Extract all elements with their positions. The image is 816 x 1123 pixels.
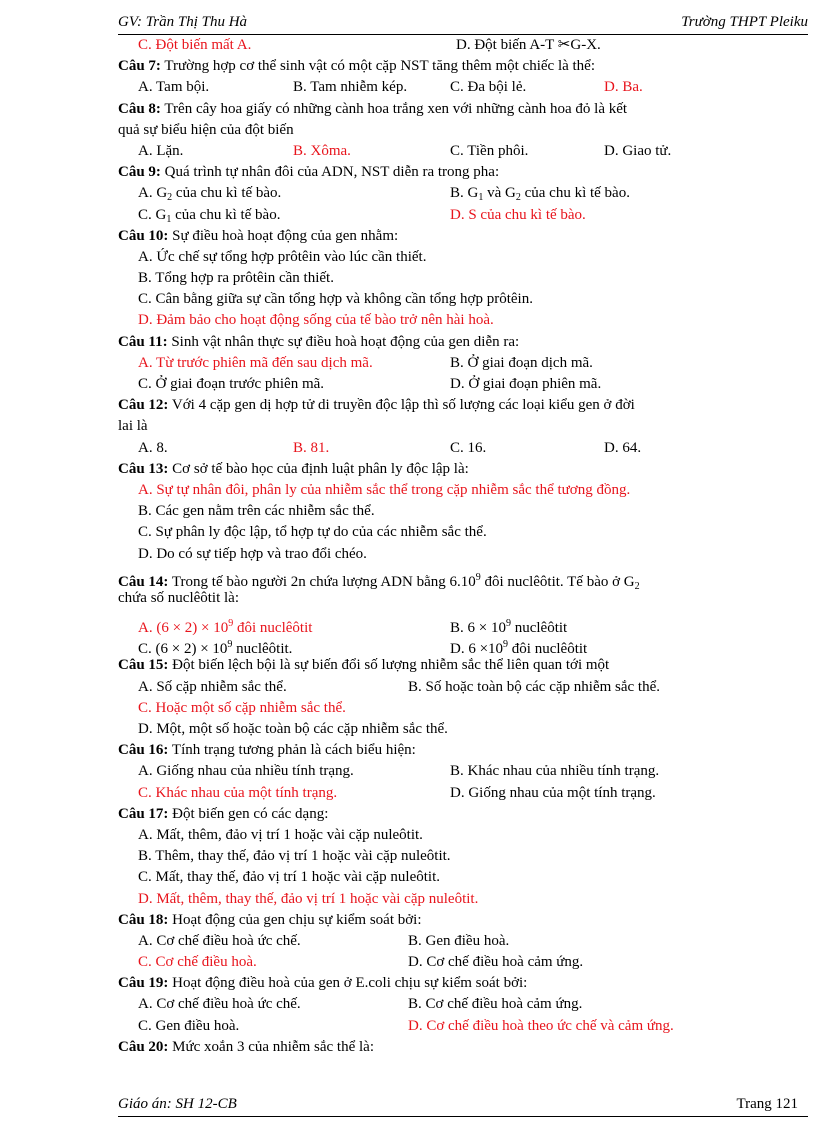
question-label: Câu 14: (118, 573, 169, 590)
question-14: Câu 14: Trong tế bào người 2n chứa lượng ADN bằng 6.10$^9$ đôi nuclêôtit. Tế bào ở $G_2$ (118, 571, 640, 592)
q11-option-c: C. Ở giai đoạn trước phiên mã. (138, 376, 325, 392)
q11-option-a: A. Từ trước phiên mã đến sau dịch mã. (138, 354, 373, 371)
q19-options-cd (118, 1016, 748, 1037)
q15-option-d: D. Một, một số hoặc toàn bộ các cặp nhiễm sắc thể. (138, 721, 448, 737)
q18-option-c: C. Cơ chế điều hoà. (138, 954, 257, 971)
question-12 (118, 395, 748, 416)
question-17 (118, 804, 748, 825)
top-options-row (118, 35, 748, 56)
header-school: Trường THPT Pleiku (681, 14, 808, 30)
q12-option-a: A. 8. (138, 439, 168, 456)
question-text: Đột biến lệch bội là sự biến đổi số lượng nhiễm sắc thể liên quan tới một (172, 657, 610, 674)
q7-options (118, 77, 748, 98)
q18-option-d: D. Cơ chế điều hoà cảm ứng. (408, 954, 584, 971)
q17-option-c: C. Mất, thay thế, đảo vị trí 1 hoặc vài cặp nuleôtit. (138, 869, 441, 886)
question-text: Đột biến gen có các dạng: (172, 805, 329, 822)
q9-option-c: C. $G_1$ của chu kì tế bào. (138, 206, 281, 225)
q8-option-c: C. Tiền phôi. (450, 142, 529, 159)
question-text: Tính trạng tương phản là cách biểu hiện: (171, 742, 416, 759)
q13-option-a: A. Sự tự nhân đôi, phân ly của nhiễm sắc thể trong cặp nhiễm sắc thể tương đồng. (138, 481, 631, 498)
q8-option-d: D. Giao tử. (604, 142, 672, 159)
question-11 (118, 332, 748, 353)
question-14-cont: chứa số nuclêôtit là: (118, 589, 240, 606)
q10-option-d: D. Đảm bảo cho hoạt động sống của tế bào trở nên hài hoà. (138, 312, 494, 329)
q12-options (118, 438, 748, 459)
q19-options-ab (118, 994, 748, 1015)
q15-option-b: B. Số hoặc toàn bộ các cặp nhiễm sắc thể. (408, 678, 660, 695)
question-label: Câu 11: (118, 333, 168, 350)
q17-option-a: A. Mất, thêm, đảo vị trí 1 hoặc vài cặp nuleôtit. (138, 826, 423, 843)
question-label: Câu 8: (118, 100, 161, 117)
question-9 (118, 162, 748, 183)
question-label: Câu 19: (118, 975, 169, 992)
question-text: Sinh vật nhân thực sự điều hoà hoạt động của gen diễn ra: (171, 333, 520, 350)
q7-option-b: B. Tam nhiễm kép. (293, 79, 408, 96)
q7-option-c: C. Đa bội lẻ. (450, 79, 527, 96)
q15-option-c: C. Hoặc một số cặp nhiễm sắc thể. (138, 699, 346, 716)
question-label: Câu 12: (118, 397, 169, 414)
question-text: Trường hợp cơ thể sinh vật có một cặp NST tăng thêm một chiếc là thể: (164, 58, 596, 75)
q17-option-d: D. Mất, thêm, thay thế, đảo vị trí 1 hoặc vài cặp nuleôtit. (138, 890, 479, 907)
q19-option-a: A. Cơ chế điều hoà ức chế. (138, 996, 301, 1013)
question-label: Câu 9: (118, 164, 161, 181)
page-footer (118, 1092, 808, 1117)
q9-option-a: A. $G_2$ của chu kì tế bào. (138, 185, 282, 204)
q12-option-d: D. 64. (604, 439, 642, 456)
question-7 (118, 56, 748, 77)
q7-option-a: A. Tam bội. (138, 79, 210, 96)
question-text: Quá trình tự nhân đôi của ADN, NST diễn ra trong pha: (164, 164, 500, 181)
q10-option-c: C. Cân bằng giữa sự cần tổng hợp và không cần tổng hợp prôtêin. (138, 291, 533, 308)
question-text: Trên cây hoa giấy có những cành hoa trắng xen với những cành hoa đỏ là kết (164, 100, 628, 117)
q15-option-a: A. Số cặp nhiễm sắc thể. (138, 678, 287, 695)
q14-option-a: A. $(6 \times 2) \times 10^9$ đôi nuclêôtit (138, 618, 313, 637)
question-16 (118, 740, 748, 761)
q11-options-ab (118, 353, 748, 374)
question-18 (118, 910, 748, 931)
q8-option-a: A. Lặn. (138, 142, 184, 159)
q18-options-cd (118, 952, 748, 973)
footer-page-number: Trang 121 (736, 1096, 798, 1112)
question-15 (118, 655, 748, 676)
q9-option-b: B. $G_1$ và $G_2$ của chu kì tế bào. (450, 185, 630, 204)
question-10 (118, 226, 748, 247)
q18-option-b: B. Gen điều hoà. (408, 932, 510, 949)
q8-option-b: B. Xôma. (293, 142, 351, 159)
q9-options-ab (118, 183, 748, 204)
q7-option-d: D. Ba. (604, 79, 643, 96)
question-text: Hoạt động của gen chịu sự kiểm soát bởi: (172, 911, 422, 928)
q16-option-b: B. Khác nhau của nhiều tính trạng. (450, 763, 660, 780)
q11-option-b: B. Ở giai đoạn dịch mã. (450, 354, 593, 371)
question-text: Hoạt động điều hoà của gen ở E.coli chịu sự kiểm soát bởi: (172, 975, 528, 992)
q9-options-cd (118, 205, 748, 226)
question-19 (118, 973, 748, 994)
footer-lesson: Giáo án: SH 12-CB (118, 1096, 237, 1112)
q16-option-a: A. Giống nhau của nhiều tính trạng. (138, 763, 354, 780)
question-text: Với 4 cặp gen dị hợp tử di truyền độc lập thì số lượng các loại kiểu gen ở đời (171, 397, 635, 414)
q12-option-b: B. 81. (293, 439, 330, 456)
question-label: Câu 16: (118, 742, 169, 759)
q10-option-b: B. Tổng hợp ra prôtêin cần thiết. (138, 270, 334, 287)
q17-option-b: B. Thêm, thay thế, đảo vị trí 1 hoặc vài cặp nuleôtit. (138, 848, 451, 865)
question-text: Cơ sở tế bào học của định luật phân ly độc lập là: (172, 460, 469, 477)
question-label: Câu 17: (118, 805, 169, 822)
question-8 (118, 99, 748, 120)
question-text: Mức xoắn 3 của nhiễm sắc thể là: (172, 1038, 374, 1055)
q11-option-d: D. Ở giai đoạn phiên mã. (450, 376, 602, 392)
q13-option-b: B. Các gen nằm trên các nhiễm sắc thể. (138, 503, 375, 520)
q12-option-c: C. 16. (450, 439, 487, 456)
q8-options (118, 141, 748, 162)
q14-options-cd (118, 634, 748, 658)
q18-option-a: A. Cơ chế điều hoà ức chế. (138, 932, 301, 949)
q14-option-d: D. $6 \times 10^9$ đôi nuclêôtit (450, 639, 588, 658)
question-20 (118, 1037, 748, 1058)
question-label: Câu 18: (118, 911, 169, 928)
q16-options-ab (118, 761, 748, 782)
q11-options-cd (118, 374, 748, 395)
question-12-cont: lai là (118, 418, 148, 435)
question-text: Sự điều hoà hoạt động của gen nhằm: (172, 227, 399, 244)
q15-options-ab (118, 677, 748, 698)
q19-option-c: C. Gen điều hoà. (138, 1017, 240, 1034)
q16-option-c: C. Khác nhau của một tính trạng. (138, 784, 338, 801)
top-option-d: D. Đột biến A-T ✂G-X. (456, 37, 601, 53)
header-teacher: GV: Trần Thị Thu Hà (118, 14, 248, 30)
question-13 (118, 459, 748, 480)
q10-option-a: A. Ức chế sự tổng hợp prôtêin vào lúc cần thiết. (138, 248, 427, 265)
question-label: Câu 7: (118, 58, 161, 75)
question-label: Câu 15: (118, 657, 169, 674)
q9-option-d: D. S của chu kì tế bào. (450, 206, 586, 223)
question-8-cont: quả sự biểu hiện của đột biến (118, 121, 294, 138)
q14-options-ab (118, 613, 748, 637)
q13-option-c: C. Sự phân ly độc lập, tổ hợp tự do của các nhiễm sắc thể. (138, 524, 487, 541)
question-label: Câu 10: (118, 227, 169, 244)
q14-option-c: C. $(6 \times 2) \times 10^9$ nuclêôtit. (138, 639, 293, 658)
page-header (118, 12, 808, 35)
q18-options-ab (118, 931, 748, 952)
top-option-c: C. Đột biến mất A. (138, 37, 252, 53)
question-content (118, 35, 748, 1058)
q19-option-b: B. Cơ chế điều hoà cảm ứng. (408, 996, 583, 1013)
q16-option-d: D. Giống nhau của một tính trạng. (450, 784, 656, 801)
q14-option-b: B. $6 \times 10^9$ nuclêôtit (450, 618, 568, 637)
question-label: Câu 13: (118, 460, 169, 477)
question-label: Câu 20: (118, 1038, 169, 1055)
q16-options-cd (118, 783, 748, 804)
q19-option-d: D. Cơ chế điều hoà theo ức chế và cảm ứng. (408, 1017, 674, 1034)
q13-option-d: D. Do có sự tiếp hợp và trao đổi chéo. (138, 545, 367, 562)
